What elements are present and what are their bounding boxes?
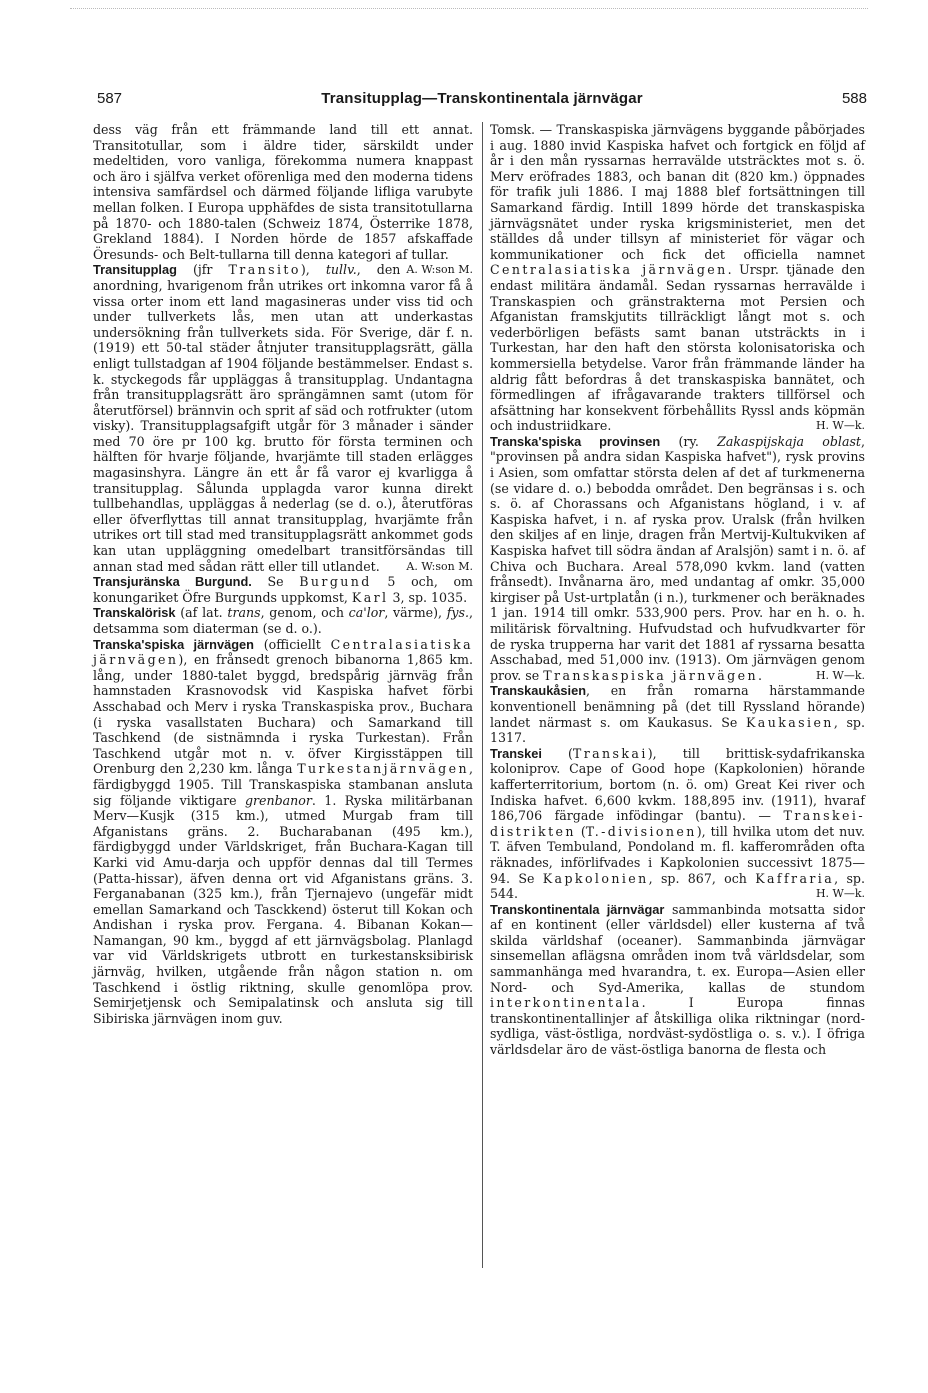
page-number-right: 588	[841, 90, 867, 107]
author-signature: H. W—k.	[815, 887, 865, 901]
entry-headword: Transka'spiska järnvägen	[93, 636, 254, 652]
entry-headword: Transitupplag	[93, 262, 177, 278]
entry-transkei: Transkei (Transkai), till brittisk-sydafrikanska koloniprov. Cape of Good hope (Kapkolonien) hörande kafferterritorium, bortom (n. ö. om) Great Kei river och Indiska hafvet. 6,600 kvkm. 188,895 inv. (1911), hvaraf 186,706 färgade infödingar (bantu). — Transkei-distrikten (T.-divisionen), till hvilka utom det nuv. T. äfven Tembuland, Pondoland m. fl. kafferområden ofta räknades, införlifvades i Kapkolonien successivt 1875—94. Se Kapkolonien, sp. 867, och Kaffraria, sp. 544. H. W—k.	[490, 745, 865, 902]
entry-headword: Transkontinentala järnvägar	[490, 901, 665, 917]
author-signature: H. W—k.	[815, 668, 865, 682]
author-signature: H. W—k.	[815, 419, 865, 433]
page-number-left: 587	[97, 90, 123, 107]
author-signature: A. W:son M.	[406, 559, 473, 573]
entry-transitupplag: Transitupplag (jfr Transito), tullv., den anordning, hvarigenom från utrikes ort inkomna varor få å vissa orter inom ett land magasineras under viss tid och under tullverkets lås, men utan att underkastas undersökning från tullverkets sida. För Sverige, där f. n. (1919) ett 50-tal städer åtnjuter transitupplagsrätt, gälla enligt tullstadgan af 1904 följande bestämmelser. Endast s. k. styckegods får uppläggas å transitupplag. Undantagna från transitupplagsrätt äro sprängämnen samt (utom för återutförsel) brännvin och sprit af säd och rotfrukter (utom visky). Transitupplagsafgift utgår för 3 månader i sänder med 70 öre pr 100 kg. brutto för första terminen och hälften för hvarje följande, hvarjämte till staden erlägges magasinshyra. Längre än ett år få varor ej kvarligga å transitupplag. Sålunda upplagda varor kunna direkt tullbehandlas, uppläggas å nederlag (se d. o.), återutföras eller öfverflyttas till annat transitupplag, hvarjämte från utrikes ort till stad med transitupplagsrätt ankommet gods kan utan uppläggning omedelbart transitförsändas till annan stad med sådan rätt eller till utlandet. A. W:son M.	[93, 262, 473, 574]
entry-headword: Transjuränska Burgund.	[93, 574, 252, 590]
entry-headword: Transkei	[490, 745, 542, 761]
page-header	[97, 90, 867, 112]
author-signature: A. W:son M.	[406, 263, 473, 277]
paragraph-continuation: Tomsk. — Transkaspiska järnvägens byggande påbörjades i aug. 1880 invid Kaspiska hafvet och fortgick en följd af år i den mån ryssarnas herravälde utsträcktes mot s. ö. Merv eröfrades 1883, och banan dit (820 km.) öppnades för trafik juli 1886. I maj 1888 blef fortsättningen till Samarkand färdig. Intill 1899 hörde det transkaspiska järnvägsnätet under ryska krigsministeriet, men det ställdes då under tillsyn af ministeriet för vägar och kommunikationer och fick det officiella namnet Centralasiatiska järnvägen. Urspr. tjänade den endast militära ändamål. Sedan ryssarnas herravälde i Transkaspien och gränstrakterna mot Persien och Afganistan framskjutits tillräckligt långt mot s. och vederbörligen befästs samt banan utsträckts in i Turkestan, har den haft den största kolonisatoriska och kommersiella betydelse. Varor från främmande länder ha aldrig fått befordras å det transkaspiska bannätet, och förmedlingen af ifrågavarande trakters tillförsel och afsättning har konsekvent förbehållits Ryssl ands köpmän och industriidkare. H. W—k.	[490, 122, 866, 434]
running-title: Transitupplag—Transkontinentala järnvägar	[321, 90, 643, 107]
entry-transkaspiska-provinsen: Transka'spiska provinsen (ry. Zakaspijskaja oblast, "provinsen på andra sidan Kaspiska hafvet"), rysk provins i Asien, som omfattar största delen af det af turkmenerna (se vidare d. o.) bebodda området. Den begränsas i s. och s. ö. af Chorassans och Afganistans högland, i v. af Kaspiska hafvet, i n. af ryska prov. Uralsk (från hvilken den skiljes af en linje, dragen från Mertvij-Kultukviken af Kaspiska hafvet till södra ändan af Aralsjön) samt i n. ö. af Chiva och Buchara. Areal 578,090 kvkm. land (vatten frånsedt). Invånarna äro, med undantag af omkr. 35,000 kirgiser på Ust-urtplatån (i n.), turkmener och beräknades 1 jan. 1914 till omkr. 533,900 pers. Prov. har en h. o. h. militärisk förvaltning. Hufvudstad och hufvudkvarter för de ryska trupperna har varit det 1881 af ryssarna besatta Asschabad, med 51,000 inv. (1913). Om järnvägen genom prov. se Transkaspiska järnvägen. H. W—k.	[490, 433, 866, 683]
entry-headword: Transka'spiska provinsen	[490, 433, 661, 449]
left-column	[93, 122, 473, 1026]
entry-headword: Transkalörisk	[93, 605, 176, 621]
top-edge	[70, 8, 868, 11]
right-column	[490, 122, 865, 1058]
column-divider	[482, 122, 483, 1268]
entry-transkalorisk: Transkalörisk (af lat. trans, genom, och ca'lor, värme), fys., detsamma som diaterman (se d. o.).	[93, 605, 474, 636]
entry-transkaukasien: Transkaukåsien, en från romarna härstammande konventionell benämning på (det till Ryssland hörande) landet närmast s. om Kaukasus. Se Kaukasien, sp. 1317.	[490, 683, 865, 746]
entry-transkontinentala-jarnvagar: Transkontinentala järnvägar sammanbinda motsatta sidor af en kontinent (eller världsdel) eller kusterna af två skilda världshaf (oceaner). Sammanbinda järnvägar sinsemellan aflägsna områden inom två världsdelar, som sammanhänga med hvarandra, t. ex. Europa—Asien eller Nord- och Syd-Amerika, kallas de stundom interkontinentala. I Europa finnas transkontinentallinjer af åtskilliga olika riktningar (nord-sydliga, väst-östliga, nordväst-sydöstliga o. s. v.). I öfriga världsdelar äro de väst-östliga banorna de flesta och	[490, 901, 865, 1058]
entry-transkaspiska-jarnvagen: Transka'spiska järnvägen (officiellt Centralasiatiska järnvägen), en frånsedt grenoch bibanorna 1,865 km. lång, under 1880-talet byggd, bredspårig järnväg från hamnstaden Krasnovodsk vid Kaspiska hafvet förbi Asschabad och Merv i ryska Transkaspiska prov., Buchara (i ryska vasallstaten Buchara) och Samarkand till Taschkend (de sistnämnda i ryska Turkestan). Från Taschkend utgår mot n. v. öfver Kirgisstäppen till Orenburg den 2,230 km. långa Turkestanjärnvägen, färdigbyggd 1905. Till Transkaspiska stambanan ansluta sig följande viktigare grenbanor. 1. Ryska militärbanan Merv—Kusjk (315 km.), utmed Murgab fram till Afganistans gräns. 2. Bucharabanan (495 km.), färdigbyggd under Världskriget, från Buchara-Kagan till Karki vid Amu-darja och uppför dennas dal till Termes (Patta-hissar), äfven denna ort vid Afganistans gräns. 3. Ferganabanan (325 km.), från Tjernajevo (ungefär midt emellan Samarkand och Tasckkend) österut till Kokan och Andishan i ryska prov. Fergana. 4. Bibanan Kokan—Namangan, 90 km., byggd af ett järnvägsbolag. Planlagd var vid Världskrigets utbrott en turkestansksibirisk järnväg, hvilken, utgående från någon station n. om Taschkend i östlig riktning, skulle genomlöpa prov. Semirjetjensk och Semipalatinsk och ansluta sig till Sibiriska järnvägen inom guv.	[93, 636, 474, 1026]
entry-headword: Transkaukåsien	[490, 683, 587, 699]
entry-transjuranska-burgund: Transjuränska Burgund. Se Burgund 5 och, om konungariket Öfre Burgunds uppkomst, Karl 3, sp. 1035.	[93, 574, 473, 605]
paragraph-continuation: dess väg från ett främmande land till ett annat. Transitotullar, som i äldre tider, särskildt under medeltiden, voro vanliga, förekomma numera knappast och äro i själfva verket oförenliga med den moderna tidens intensiva samfärdsel och därmed följande lifliga varubyte mellan folken. I Europa upphäfdes de sista transitotullarna på 1870- och 1880-talen (Schweiz 1874, Österrike 1878, Grekland 1884). I Norden hörde de 1857 afskaffade Öresunds- och Belt-tullarna till denna kategori af tullar. A. W:son M.	[93, 122, 473, 277]
